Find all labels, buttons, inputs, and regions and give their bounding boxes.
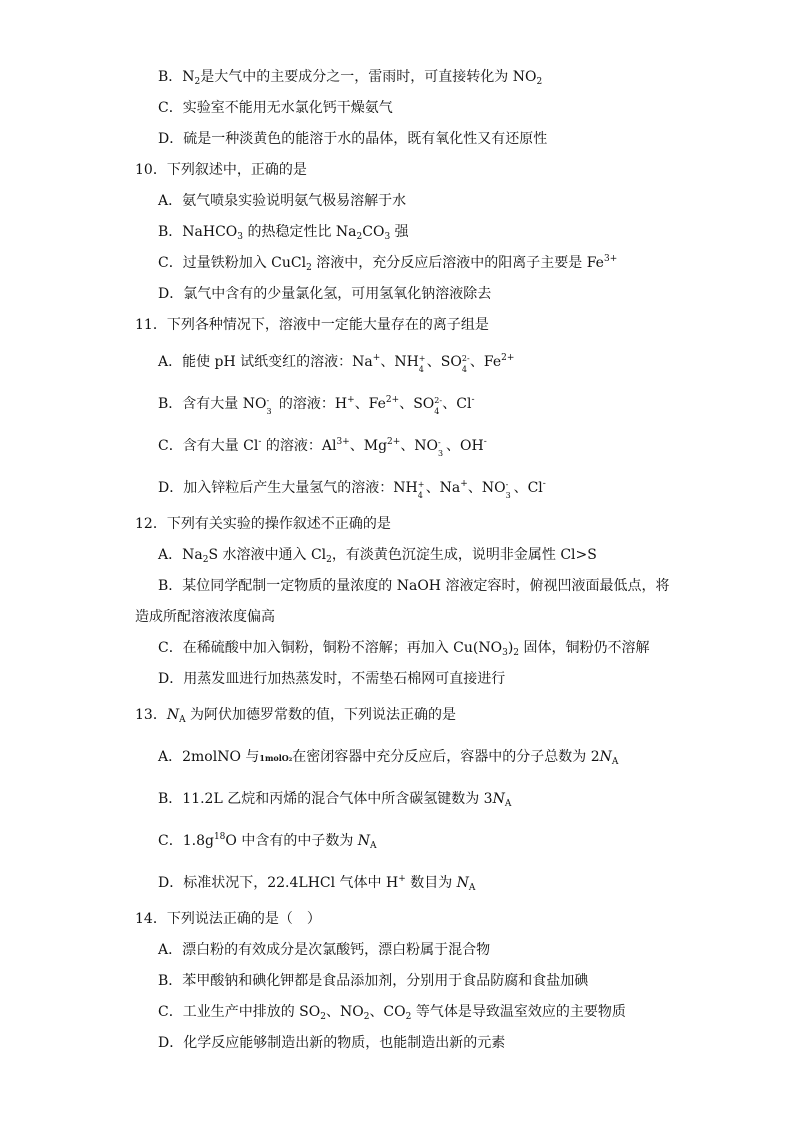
q12-option-d [158,669,505,689]
text-run: 11．下列各种情况下，溶液中一定能大量存在的离子组是 [135,317,489,333]
text-run: 13． [135,707,167,723]
q9-option-c [158,98,393,118]
it-run: N [166,707,180,723]
question-13 [135,705,456,725]
text-run: 、SO [426,354,462,370]
question-12 [135,514,391,534]
text-run: A．能使 pH 试纸变红的溶液：Na [158,354,373,370]
text-run: 的溶液：H [274,396,348,412]
text-run: C．工业生产中排放的 SO [158,1004,321,1020]
it-run: N [456,875,469,891]
sup-run: - [483,437,487,447]
text-run: ，有淡黄色沉淀生成，说明非金属性 Cl>S [331,547,597,563]
it-run: N [599,749,612,765]
text-run: 10．下列叙述中，正确的是 [135,162,307,178]
text-run: 、Cl [513,480,543,496]
text-run: 12．下列有关实验的操作叙述不正确的是 [135,516,391,532]
sup-run: + [398,874,406,884]
text-run: B．某位同学配制一定物质的量浓度的 NaOH 溶液定容时，俯视凹液面最低点，将 [158,578,670,594]
text-run: A．氨气喷泉实验说明氨气极易溶解于水 [158,193,407,209]
q10-option-b [158,222,409,242]
sub-run: 2 [194,77,201,87]
text-run: 14．下列说法正确的是（ ） [135,911,321,927]
q10-option-d [158,284,491,304]
text-run: 、NO [400,438,439,454]
sub-run: A [370,841,377,851]
sub-run: A [179,715,186,725]
q13-option-c [158,831,377,851]
text-run: 固体，铜粉仍不溶解 [519,640,650,656]
sub-run: 2 [320,1012,326,1022]
text-run: S 水溶液中通入 Cl [208,547,327,563]
q14-option-b [158,971,588,991]
text-run: C．1.8g [158,833,214,849]
text-run: B．N [158,69,195,85]
text-run: D．用蒸发皿进行加热蒸发时，不需垫石棉网可直接进行 [158,671,506,687]
q10-option-a [158,191,406,211]
sub-run: 2 [405,1012,412,1022]
ion-charge: - 3 [266,396,272,416]
q11-option-c [158,436,487,456]
q11-option-a [158,352,514,372]
sup-run: 3+ [603,254,618,264]
sub-run: A [611,757,619,767]
text-run: 溶液中，充分反应后溶液中的阳离子主要是 Fe [311,255,604,271]
sup-run: 2+ [387,437,401,447]
q12-option-a [158,545,597,565]
ion-charge: 2- 4 [461,354,470,374]
q11-option-d [158,478,546,498]
ion-charge: + 4 [417,480,425,500]
text-run: B．NaHCO [158,224,238,240]
text-run: 的溶液：Al [261,438,337,454]
sub-run: A [468,883,476,893]
text-run: C．过量铁粉加入 CuCl [158,255,307,271]
sup-run: 2+ [501,353,515,363]
q9-option-d [158,129,547,149]
q14-option-c [158,1002,626,1022]
tiny-run: 1molO₂ [259,753,293,763]
ion-charge: - 3 [505,480,511,500]
sub-run: 3 [384,232,391,242]
text-run: 、OH [446,438,484,454]
text-run: 造成所配溶液浓度偏高 [135,609,275,625]
sub-run: 2 [536,77,543,87]
text-run: 等气体是导致温室效应的主要物质 [411,1004,626,1020]
ion-charge: 2- 4 [434,396,443,416]
text-run: D．氯气中含有的少量氯化氢，可用氢氧化钠溶液除去 [158,286,492,302]
sub-run: A [504,799,512,809]
q14-option-a [158,940,490,960]
ion-charge: + 4 [418,354,426,374]
text-run: A．漂白粉的有效成分是次氯酸钙，漂白粉属于混合物 [158,942,491,958]
text-run: 的热稳定性比 Na [243,224,357,240]
sup-run: + [347,395,355,405]
text-run: A．Na [158,547,203,563]
text-run: D．化学反应能够制造出新的物质，也能制造出新的元素 [158,1035,506,1051]
it-run: N [492,791,505,807]
text-run: B．含有大量 NO [158,396,267,412]
text-run: B．11.2L 乙烷和丙烯的混合气体中所含碳氢键数为 3 [158,791,493,807]
sup-run: 2+ [385,395,400,405]
sub-run: 2 [363,1012,370,1022]
sup-run: + [372,353,381,363]
text-run: 为阿伏加德罗常数的值，下列说法正确的是 [185,707,457,723]
text-run: D．加入锌粒后产生大量氢气的溶液：NH [158,480,418,496]
text-run: D．硫是一种淡黄色的能溶于水的晶体，既有氧化性又有还原性 [158,131,548,147]
sup-run: - [471,395,475,405]
q14-option-d [158,1033,505,1053]
q10-option-c [158,253,617,273]
sub-run: 2 [306,263,312,273]
sup-run: 18 [213,832,226,842]
sub-run: 2 [356,232,363,242]
text-run: D．标准状况下，22.4LHCl 气体中 H [158,875,399,891]
text-run: 、NH [380,354,419,370]
q13-option-d [158,873,475,893]
text-run: 是大气中的主要成分之一，雷雨时，可直接转化为 NO [200,69,537,85]
it-run: N [357,833,371,849]
text-run: 、Na [425,480,461,496]
text-run: 、Fe [469,354,502,370]
q13-option-a [158,747,618,768]
text-run: C．实验室不能用无水氯化钙干燥氨气 [158,100,393,116]
sup-run: 3+ [336,437,350,447]
text-run: C．含有大量 Cl [158,438,259,454]
text-run: C．在稀硫酸中加入铜粉，铜粉不溶解；再加入 Cu(NO [158,640,503,656]
text-run: A．2molNO 与 [158,749,260,765]
sub-run: 2 [202,555,209,565]
text-run: 、Cl [442,396,472,412]
ion-charge: - 3 [438,438,444,458]
sup-run: - [542,479,546,489]
text-run: 、NO [325,1004,364,1020]
text-run: 强 [390,224,409,240]
sup-run: - [258,437,262,447]
sub-run: 3 [237,232,244,242]
text-run: 、Mg [349,438,388,454]
q13-option-b [158,789,511,809]
question-10 [135,160,307,180]
text-run: 数目为 [405,875,457,891]
text-run: 、NO [467,480,506,496]
text-run: 、Fe [354,396,386,412]
q11-option-b [158,394,475,414]
q12-option-c [158,638,649,658]
sub-run: 2 [326,555,332,565]
text-run: B．苯甲酸钠和碘化钾都是食品添加剂，分别用于食品防腐和食盐加碘 [158,973,589,989]
text-run: O 中含有的中子数为 [225,833,358,849]
q12-option-b [158,576,669,596]
sup-run: + [460,479,468,489]
question-14 [135,909,321,929]
q12-option-b-cont [135,607,275,627]
text-run: CO [362,224,385,240]
text-run: ) [507,640,514,656]
q9-option-b [158,67,542,87]
text-run: 在密闭容器中充分反应后，容器中的分子总数为 2 [292,749,600,765]
sub-run: 2 [513,648,520,658]
sub-run: 3 [502,648,508,658]
question-11 [135,315,489,335]
text-run: 、CO [369,1004,406,1020]
text-run: 、SO [399,396,435,412]
